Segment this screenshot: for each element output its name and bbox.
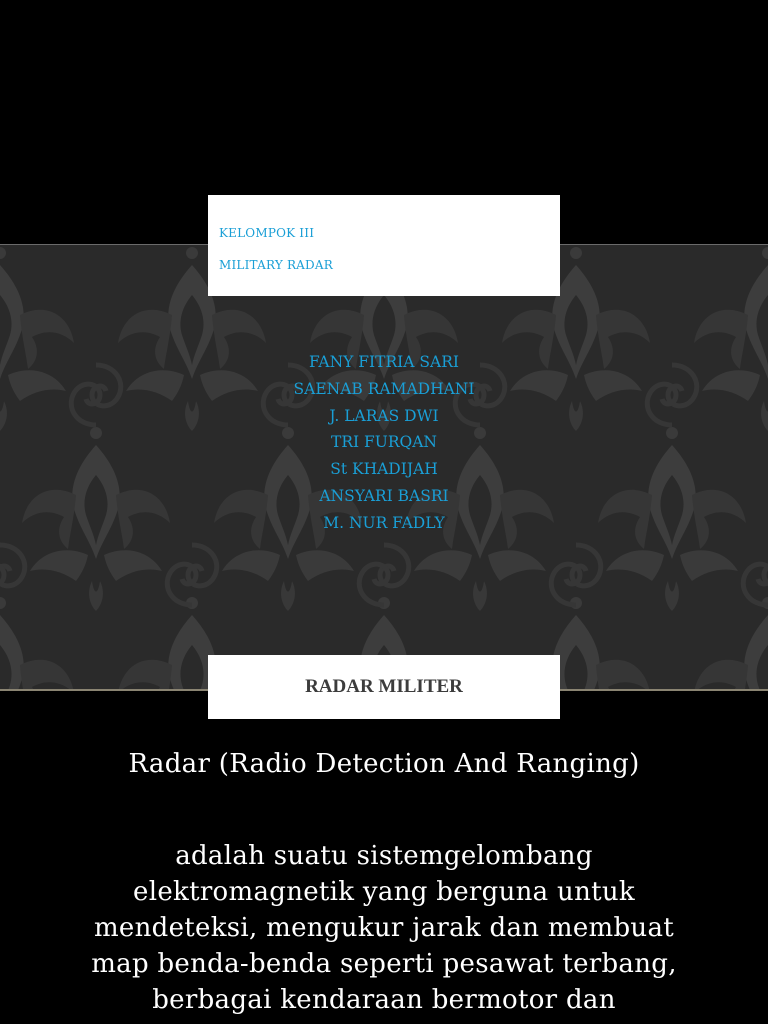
caption-text: RADAR MILITER (305, 676, 463, 697)
body-line: berbagai kendaraan bermotor dan (152, 985, 616, 1015)
member-name: FANY FITRIA SARI (308, 353, 460, 371)
body-line: adalah suatu sistemgelombang (175, 841, 593, 871)
slide-body (24, 838, 744, 1018)
body-line: mendeteksi, mengukur jarak dan membuat (93, 913, 675, 943)
member-name: TRI FURQAN (330, 433, 437, 452)
body-line: map benda-benda seperti pesawat terbang, (91, 949, 677, 979)
member-name: SAENAB RAMADHANI (293, 379, 475, 398)
body-line: elektromagnetik yang berguna untuk (133, 877, 635, 907)
title-box (208, 195, 560, 296)
caption-box (208, 655, 560, 719)
member-name: ANSYARI BASRI (319, 486, 449, 505)
group-name: KELOMPOK III (219, 226, 315, 240)
member-name: St KHADIJAH (330, 460, 438, 479)
slide-heading: Radar (Radio Detection And Ranging) (128, 749, 640, 779)
member-name: M. NUR FADLY (323, 513, 445, 532)
member-list (184, 349, 584, 537)
member-name: J. LARAS DWI (329, 406, 439, 425)
topic-title: MILITARY RADAR (219, 258, 333, 272)
